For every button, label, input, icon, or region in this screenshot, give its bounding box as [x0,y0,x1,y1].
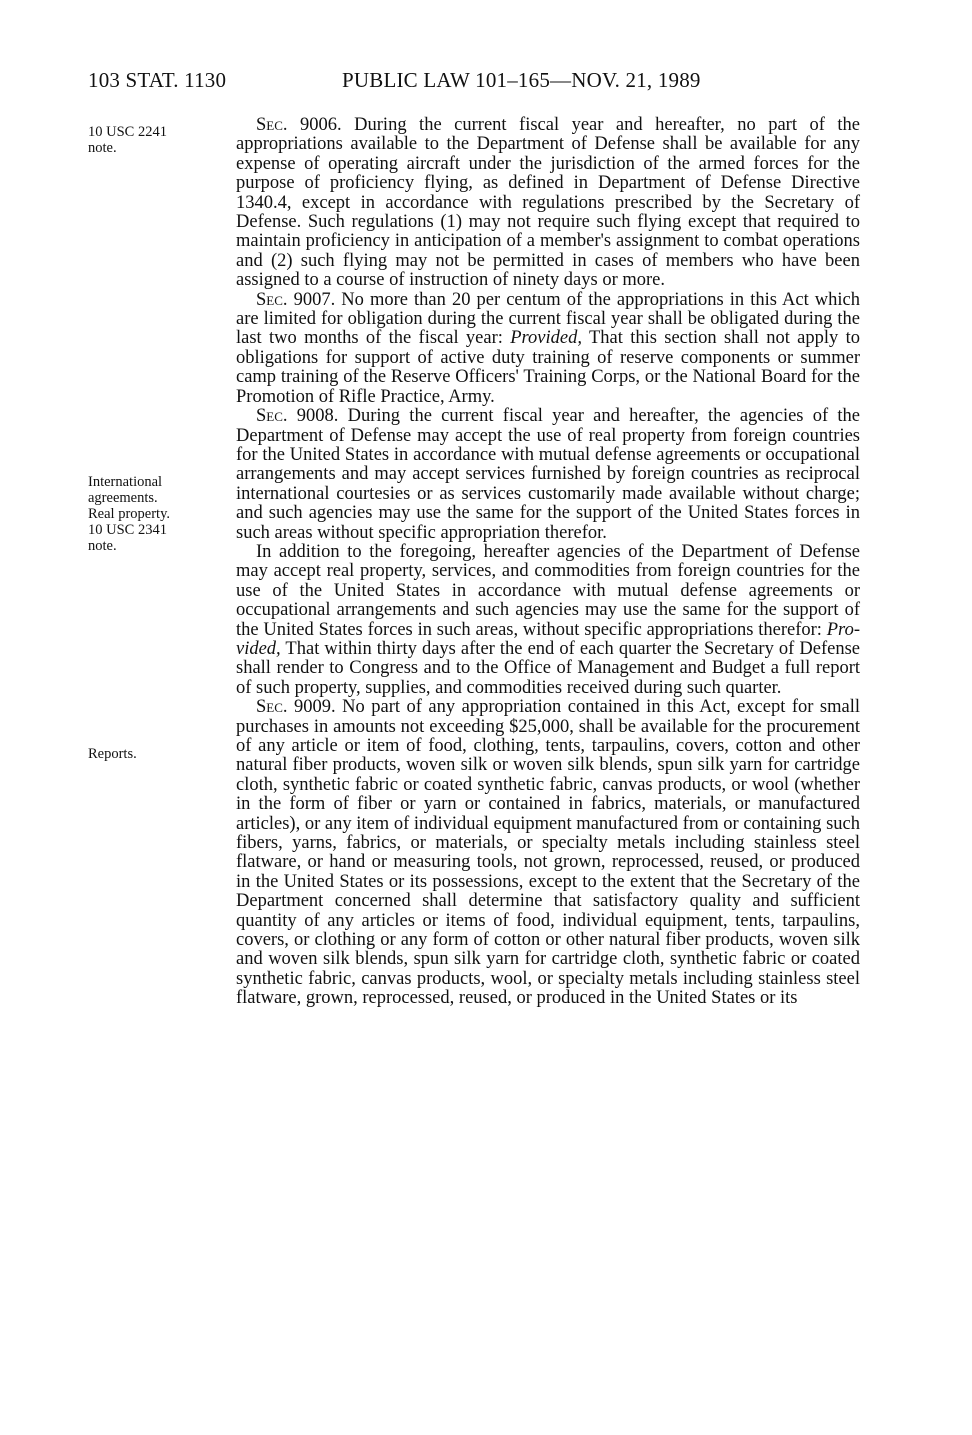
section-label: Sec. [256,289,288,310]
section-label: Sec. [256,406,288,427]
section-text: In addition to the foregoing, hereafter agencies of the Department of Defense may accept real property, services, and commodities from foreign countries for the use of the United States in accordance with mutual defense agreements or occupational arrangements and such agencies may use the same for the support of the United States forces in such areas, without specific appropriations therefor: [236,541,860,640]
section-text: During the current fiscal year and hereafter, the agencies of the Department of Defense may accept the use of real property from foreign countries for the United States in accordance with mutual defense agreements or occupational arrangements and may accept services furnished by foreign countries as reciprocal international courtesies or as services customarily made available without charge; and such agencies may use the same for the support of the United States forces in such areas without specific appropriation therefor. [236,406,860,543]
margin-note-usc-2241 [88,124,213,156]
margin-note-line: note. [88,538,117,554]
proviso-term: Provided, [236,619,860,659]
margin-note-international-agreements [88,474,213,554]
public-law-title: PUBLIC LAW 101–165—NOV. 21, 1989 [342,68,701,92]
section-number: 9006. [287,115,342,135]
margin-note-line: International [88,474,163,490]
margin-note-reports [88,746,213,762]
section-9008 [236,407,860,543]
section-label: Sec. [256,115,288,135]
proviso-term: Provided, [510,328,582,349]
section-9008-continuation [236,543,860,698]
margin-note-line: agreements. [88,490,158,506]
section-text: That this section shall not apply to obligations for support of active duty training of reserve components or summer camp training of the Reserve Officers' Training Corps, or the National Board for the Promotion of Rifle Practice, Army. [236,328,860,407]
margin-note-line: Reports. [88,746,137,762]
section-text: That within thirty days after the end of each quarter the Secretary of Defense shall render to Congress and to the Office of Management and Budget a full report of such property, supplies, and commodities received during such quarter. [236,638,860,698]
section-text: During the current fiscal year and hereafter, no part of the appropriations available to the Department of Defense shall be available for any expense of operating aircraft under the jurisdiction of the armed forces for the purpose of proficiency flying, as defined in Department of Defense Directive 1340.4, except in accordance with regulations prescribed by the Secretary of Defense. Such regulations (1) may not require such flying except that required to maintain proficiency in anticipation of a member's assignment to combat operations and (2) such flying may not be permitted in cases of members who have been assigned to a course of instruction of ninety days or more. [236,115,860,291]
margin-note-line: note. [88,140,117,156]
section-text: No more than 20 per centum of the appropriations in this Act which are limited for obligation during the current fiscal year shall be obligated during the last two months of the fiscal year: [236,289,861,349]
statute-reference: 103 STAT. 1130 [88,68,227,92]
margin-note-line: 10 USC 2241 [88,124,167,140]
margin-note-line: Real property. [88,506,171,522]
section-9006 [236,116,860,291]
section-9009 [236,698,860,1009]
section-number: 9008. [287,406,339,427]
section-number: 9007. [287,289,336,310]
section-text: No part of any appropriation contained in this Act, except for small purchases in amounts not exceeding $25,000, shall be available for the procurement of any article or item of food, clothing, tents, tarpaulins, covers, cotton and other natural fiber products, woven silk or woven silk blends, spun silk yarn for cartridge cloth, synthetic fabric or coated synthetic fabric, canvas products, or wool (whether in the form of fiber or yarn or contained in fabrics, materials, or manufactured articles), or any item of individual equipment manufactured from or containing such fibers, yarns, fabrics, or materials, or specialty metals including stainless steel flatware, or hand or measuring tools, not grown, reprocessed, reused, or produced in the United States or its possessions, except to the extent that the Secretary of the Department concerned shall determine that satisfactory quality and sufficient quantity of any articles or items of food, individual equipment, tents, tarpaulins, covers, or clothing or any form of cotton or other natural fiber products, woven silk and woven silk blends, spun silk yarn for cartridge cloth, synthetic fabric or coated synthetic fabric, canvas products, wool, or specialty metals including stainless steel flatware, grown, reprocessed, reused, or produced in the United States or its [236,697,860,1009]
section-label: Sec. [256,697,288,718]
margin-note-line: 10 USC 2341 [88,522,167,538]
statute-body [236,116,860,1009]
section-9007 [236,291,860,407]
section-number: 9009. [287,697,336,718]
page-header [88,68,748,100]
